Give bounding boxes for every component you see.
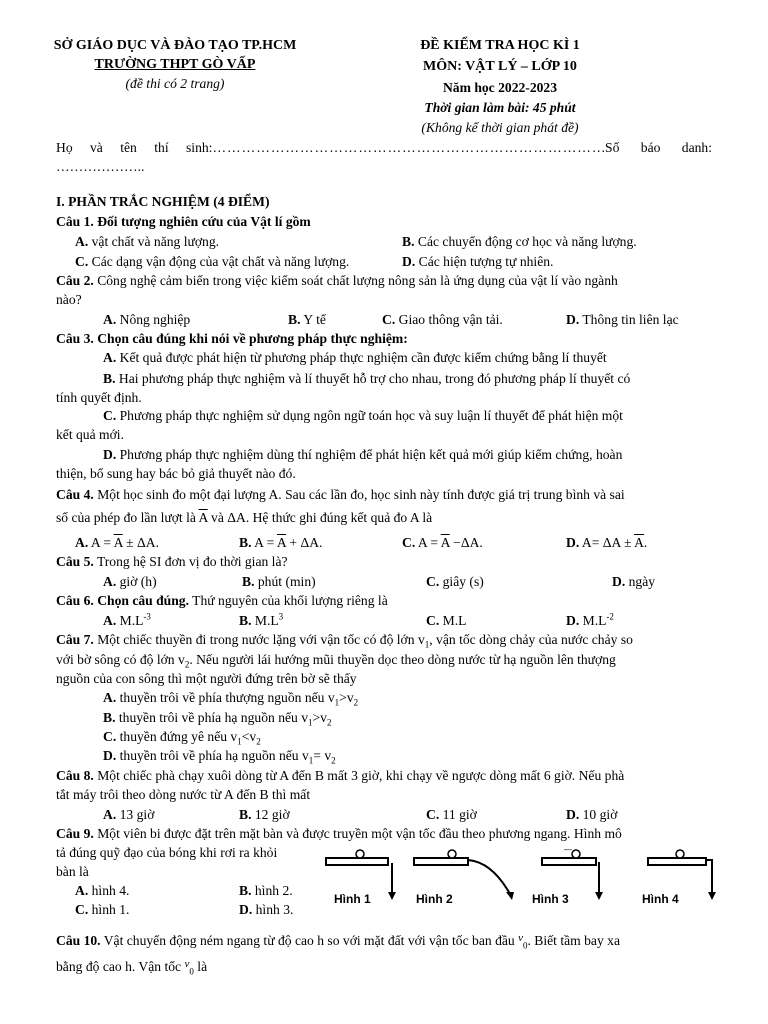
q1-label: Câu 1. — [56, 214, 94, 229]
svg-text:—: — — [564, 848, 572, 854]
q1-option-d: D. Các hiện tượng tự nhiên. — [402, 254, 554, 269]
exam-title: ĐỀ KIỂM TRA HỌC KÌ 1 — [420, 38, 580, 53]
q7-option-b: B. thuyền trôi về phía hạ nguồn nếu $v_1>v_2$ — [103, 710, 332, 728]
question-7: Câu 7. Một chiếc thuyền đi trong nước lặng với vận tốc có độ lớn $v_1$, vận tốc dòng chảy của nước chảy so — [56, 632, 633, 650]
q5-option-b: B. phút (min) — [242, 574, 316, 589]
q2-option-a: A. Nông nghiệp — [103, 312, 191, 327]
q6-option-c: C. M.L — [426, 613, 467, 628]
question-8-cont: tắt máy trôi theo dòng nước từ A đến B thì mất — [56, 787, 311, 802]
figure-2 — [414, 850, 514, 906]
q7-option-c: C. thuyền đứng yê nếu $v_1<v_2$ — [103, 729, 261, 747]
q1-option-a: A. vật chất và năng lượng. — [75, 234, 220, 249]
duration-note: (Không kể thời gian phát đề) — [421, 120, 579, 135]
q8-option-c: C. 11 giờ — [426, 807, 477, 822]
q3-option-a: A. Kết quả được phát hiện từ phương pháp thực nghiệm cần được kiểm chứng bằng lí thuyết — [103, 350, 607, 365]
q2-option-b: B. Y tế — [288, 312, 326, 327]
figure-1-label: Hình 1 — [334, 892, 371, 906]
candidate-number-label: Số báo danh: — [605, 140, 712, 155]
figure-4-label: Hình 4 — [642, 892, 679, 906]
q4-option-c: C. $A = \overline{A} -\Delta A$. — [402, 535, 483, 550]
question-7-line3: nguồn của con sông thì một người đứng trên bờ sẽ thấy — [56, 671, 357, 686]
question-9-line3: bàn là — [56, 864, 89, 879]
q4-option-d: D. $A= \Delta A \pm \overline{A}$. — [566, 535, 648, 550]
q9-option-c: C. hình 1. — [75, 902, 130, 917]
q3-option-d: D. Phương pháp thực nghiệm dùng thí nghiệm để phát hiện kết quả mới giúp kiểm chứng, hoàn — [103, 447, 623, 462]
trajectory-figures — [320, 848, 720, 918]
department-name: SỞ GIÁO DỤC VÀ ĐÀO TẠO TP.HCM — [53, 38, 297, 53]
question-8: Câu 8. Một chiếc phà chạy xuôi dòng từ A đến B mất 3 giờ, khi chạy về ngược dòng mất 6 giờ. Nếu phà — [56, 768, 625, 783]
q9-option-d: D. hình 3. — [239, 902, 294, 917]
q7-option-d: D. thuyền trôi về phía hạ nguồn nếu $v_1= v_2$ — [103, 748, 336, 766]
question-5: Câu 5. Trong hệ SI đơn vị đo thời gian là? — [56, 554, 288, 569]
figure-3-label: Hình 3 — [532, 892, 569, 906]
question-7-line2: với bờ sông có độ lớn $v_2$. Nếu người lái hướng mũi thuyền dọc theo dòng nước từ hạ nguồn lên thượng — [56, 652, 616, 670]
question-9: Câu 9. Một viên bi được đặt trên mặt bàn và được truyền một vận tốc đầu theo phương ngang. Hình mô — [56, 826, 622, 841]
question-4-cont: số của phép đo lần lượt là $\overline{A}$ và ΔA. Hệ thức ghi đúng kết quả đo A là — [56, 510, 433, 525]
q6-option-d: D. $M.L^{-2}$ — [566, 611, 614, 628]
q5-option-a: A. giờ (h) — [103, 574, 157, 589]
q7-option-a: A. thuyền trôi về phía thượng nguồn nếu $v_1>v_2$ — [103, 690, 359, 708]
question-6: Câu 6. Chọn câu đúng. Thứ nguyên của khối lượng riêng là — [56, 593, 388, 608]
q5-option-d: D. ngày — [612, 574, 656, 589]
q2-option-c: C. Giao thông vận tải. — [382, 312, 503, 327]
question-1 — [56, 214, 311, 230]
mean-value-symbol: $\overline{A}$ — [198, 510, 208, 525]
q4-option-a: A. $A = \overline{A} \pm \Delta A$. — [75, 535, 159, 550]
v0-symbol: v — [518, 932, 523, 944]
q9-option-b: B. hình 2. — [239, 883, 293, 898]
figure-1 — [326, 850, 396, 906]
question-10: Câu 10. Vật chuyển động ném ngang từ độ cao h so với mặt đất với vận tốc ban đầu $^v_0$. Biết tầm bay xa — [56, 932, 620, 951]
q2-option-d: D. Thông tin liên lạc — [566, 312, 679, 327]
q3-option-b: B. Hai phương pháp thực nghiệm và lí thuyết hỗ trợ cho nhau, trong đó phương pháp lí thuyết có — [103, 371, 631, 386]
exam-duration: Thời gian làm bài: 45 phút — [424, 100, 576, 115]
q3-option-c-cont: kết quả mới. — [56, 427, 124, 442]
page-count-note: (đề thi có 2 trang) — [125, 76, 225, 91]
student-name-label: Họ và tên thí sinh: — [56, 140, 213, 155]
figure-2-label: Hình 2 — [416, 892, 453, 906]
q1-option-c: C. Các dạng vận động của vật chất và năng lượng. — [75, 254, 350, 269]
q5-option-c: C. giây (s) — [426, 574, 484, 589]
figure-3 — [532, 848, 603, 906]
school-name: TRƯỜNG THPT GÒ VẤP — [94, 57, 256, 72]
q4-option-b: B. $A = \overline{A} + \Delta A$. — [239, 535, 323, 550]
q8-option-b: B. 12 giờ — [239, 807, 290, 822]
q6-option-a: A. $M.L^{-3}$ — [103, 611, 151, 628]
section-title: I. PHẦN TRẮC NGHIỆM (4 ĐIỂM) — [56, 194, 270, 209]
student-name-row — [56, 140, 712, 156]
subject-line: MÔN: VẬT LÝ – LỚP 10 — [423, 59, 577, 74]
candidate-number-dots: ……………….. — [56, 159, 145, 174]
q1-text: Đối tượng nghiên cứu của Vật lí gồm — [97, 214, 311, 229]
q9-option-a: A. hình 4. — [75, 883, 130, 898]
q6-option-b: B. $M.L^3$ — [239, 611, 284, 628]
figure-4 — [642, 850, 716, 906]
q8-option-d: D. 10 giờ — [566, 807, 618, 822]
question-10-cont: bằng độ cao h. Vận tốc $^v_0$ là — [56, 958, 208, 977]
school-year: Năm học 2022-2023 — [442, 80, 558, 95]
question-3: Câu 3. Chọn câu đúng khi nói về phương pháp thực nghiệm: — [56, 331, 408, 346]
question-2-cont: nào? — [56, 292, 82, 307]
question-2: Câu 2. Công nghệ cảm biến trong việc kiểm soát chất lượng nông sản là ứng dụng của vật lí vào ngành — [56, 273, 618, 288]
student-name-dots: ……………………………………………………………………… — [212, 140, 607, 155]
question-9-line2: tả đúng quỹ đạo của bóng khi rơi ra khỏi — [56, 845, 278, 860]
q3-option-b-cont: tính quyết định. — [56, 390, 142, 405]
q8-option-a: A. 13 giờ — [103, 807, 155, 822]
q1-option-b: B. Các chuyển động cơ học và năng lượng. — [402, 234, 637, 249]
question-4: Câu 4. Một học sinh đo một đại lượng A. Sau các lần đo, học sinh này tính được giá trị trung bình và sai — [56, 487, 625, 502]
q3-option-d-cont: thiện, bổ sung hay bác bỏ giả thuyết nào đó. — [56, 466, 296, 481]
q3-option-c: C. Phương pháp thực nghiệm sử dụng ngôn ngữ toán học và suy luận lí thuyết để phát hiện một — [103, 408, 623, 423]
